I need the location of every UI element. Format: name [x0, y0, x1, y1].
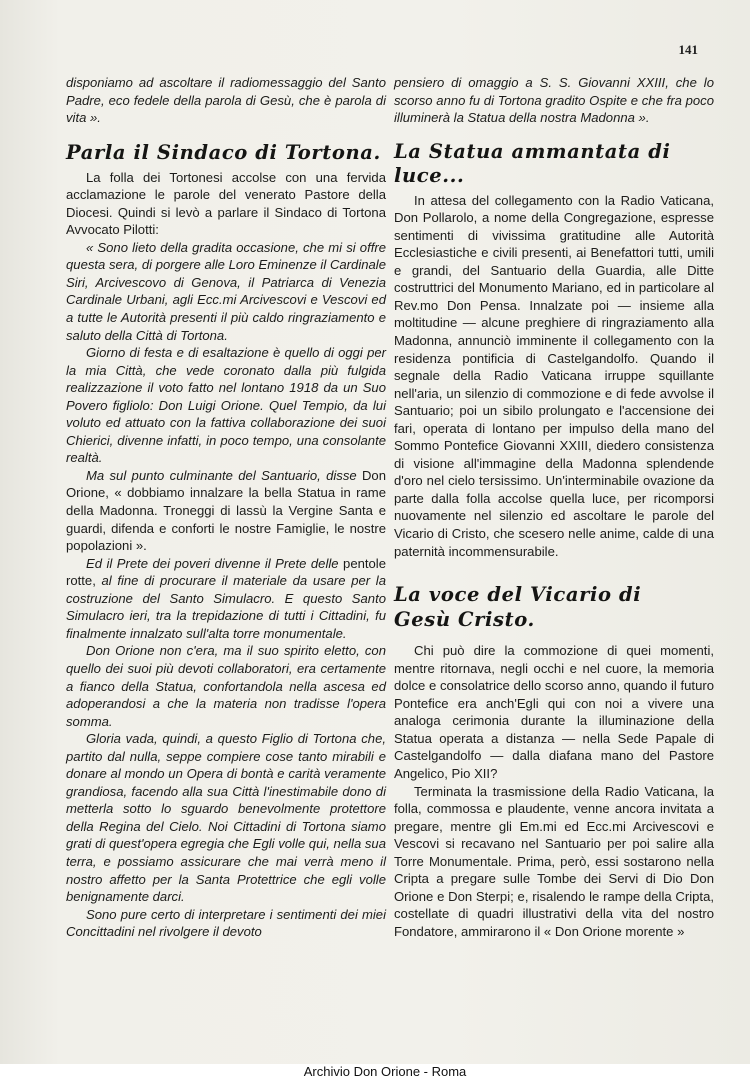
paragraph-continued: pensiero di omaggio a S. S. Giovanni XXIII, che lo scorso anno fu di Tortona gradito Ospite e che fra poco illuminerà la Statua della nostra Madonna ». [394, 75, 714, 126]
speech-italic-text: al fine di procurare il materiale da usare per la costruzione del Santo Simulacro. E questo Santo Simulacro ieri, tra la trepidazione di tutti i Cittadini, fu finalmente innalzato sull'alta torre monumentale. [66, 573, 386, 641]
section-heading-statua: La Statua ammantata di luce... [394, 139, 671, 187]
paragraph-speech: « Sono lieto della gradita occasione, che mi si offre questa sera, di porgere alle Loro Eminenze il Cardinale Siri, Arcivescovo di Genova, il Patriarca di Venezia Cardinale Urbani, agli Ecc.mi Arcivescovi e Vescovi ed a tutte le Autorità presenti il più caldo ringraziamento e saluto della Città di Tortona. [66, 239, 386, 343]
paragraph-continued: disponiamo ad ascoltare il radiomessaggio del Santo Padre, eco fedele della parola di Gesù, che è parola di vita ». [66, 75, 386, 126]
speech-normal-text: pentole rotte, [66, 555, 386, 589]
speech-quote-text: Don Orione, « dobbiamo innalzare la bella Statua in rame della Madonna. Troneggi di lassù la Vergine Santa e guardi, difenda e conforti le nostre Famiglie, le nostre popolazioni ». [66, 467, 386, 554]
paragraph: Chi può dire la commozione di quei momenti, mentre ritornava, negli occhi e nel cuore, la memoria dolce e consolatrice dello scorso anno, quando il futuro Pontefice era anch'Egli qui con noi a vivere una analoga cerimonia durante la illuminazione della Statua operata a distanza — nella Sede Papale di Castelgandolfo — dalla diafana mano del Pastore Angelico, Pio XII? [394, 643, 714, 781]
paragraph: In attesa del collegamento con la Radio Vaticana, Don Pollarolo, a nome della Congregazione, espresse sentimenti di vivissima gratitudine alle Autorità Ecclesiastiche e civili presenti, ai Benefattori tutti, umili e grandi, del Santuario della Guardia, alle Ditte costruttrici del Monumento Mariano, ed in particolare al Rev.mo Don Pensa. Innalzate poi — insieme alla moltitudine — alcune preghiere di ringraziamento alla Madonna, annunciò imminente il collegamento con la residenza pontificia di Castelgandolfo. Quando il segnale della Radio Vaticana irruppe squillante nell'aria, un silenzio di commozione e di fede avvolse il Santuario; poi un sibilo prolungato e l'accensione dei fari, operata di lontano per impulso della mano del Sommo Pontefice Giovanni XXIII, diedero consistenza di visione all'immagine della Madonna splendende d'oro nel cielo tersissimo. Un'interminabile ovazione da parte dalla folla accolse quella luce, per ricomporsi nuovamente nel silenzio ed ascoltare le parole del Vicario di Cristo, che scesero nelle anime, calde di una paternità incommensurabile. [394, 192, 714, 559]
page-number: 141 [678, 42, 698, 57]
left-column [66, 74, 386, 941]
archive-label: Archivio Don Orione - Roma [303, 1064, 467, 1079]
paragraph-speech: Don Orione non c'era, ma il suo spirito eletto, con quello dei suoi più devoti collaboratori, era certamente a fianco della Statua, confortandola nella ascesa ed adoperandosi a che la materia non tradisse l'opera somma. [66, 643, 386, 729]
paragraph-speech: Giorno di festa e di esaltazione è quello di oggi per la mia Città, che vede coronato dalla più fulgida realizzazione il voto fatto nel lontano 1918 da un Suo Povero figliolo: Don Luigi Orione. Quel Tempio, da lui voluto ed attuato con la fattiva collaborazione dei suoi Chierici, divenne infatti, in poco tempo, una consolante realtà. [66, 345, 386, 466]
right-column [394, 74, 714, 940]
paragraph-speech: Gloria vada, quindi, a questo Figlio di Tortona che, partito dal nulla, seppe compiere cose tanto mirabili e donare al mondo un Opera di bontà e carità veramente grandiosa, facendo alla sua Città l'inestimabile dono di metterla sotto lo sguardo benevolmente protettore della Regina del Cielo. Noi Cittadini di Tortona siamo grati di quest'opera egregia che Egli volle qui, nella sua terra, e possiamo assicurare che mai verrà meno il nostro affetto per la Santa Protettrice che egli volle benignamente darci. [66, 731, 386, 905]
paragraph-speech: Sono pure certo di interpretare i sentimenti dei miei Concittadini nel rivolgere il devoto [66, 906, 386, 940]
paragraph: La folla dei Tortonesi accolse con una fervida acclamazione le parole del venerato Pastore della Diocesi. Quindi si levò a parlare il Sindaco di Tortona Avvocato Pilotti: [66, 169, 386, 238]
paragraph-speech [66, 467, 386, 555]
section-heading-voce [394, 582, 714, 632]
speech-italic-text: Ma sul punto culminante del Santuario, disse [86, 467, 357, 483]
archive-footer [0, 1064, 750, 1080]
section-heading-sindaco: Parla il Sindaco di Tortona. [66, 140, 381, 164]
heading-line: Gesù Cristo. [394, 608, 535, 632]
heading-line: La voce del Vicario di [394, 583, 642, 607]
speech-italic-text: Ed il Prete dei poveri divenne il Prete delle [86, 555, 339, 571]
paragraph: Terminata la trasmissione della Radio Vaticana, la folla, commossa e plaudente, venne ancora invitata a pregare, mentre gli Em.mi ed Ecc.mi Arcivescovi e Vescovi si recavano nel Santuario per poi salire alla Torre Monumentale. Prima, però, essi sostarono nella Cripta a pregare sulle Tombe dei Servi di Dio Don Orione e Don Sterpi; e, risalendo le rampe della Cripta, costellate di quadri illustrativi della vita del nostro Fondatore, ammirarono il « Don Orione morente » [394, 783, 714, 939]
paragraph-speech [66, 555, 386, 643]
